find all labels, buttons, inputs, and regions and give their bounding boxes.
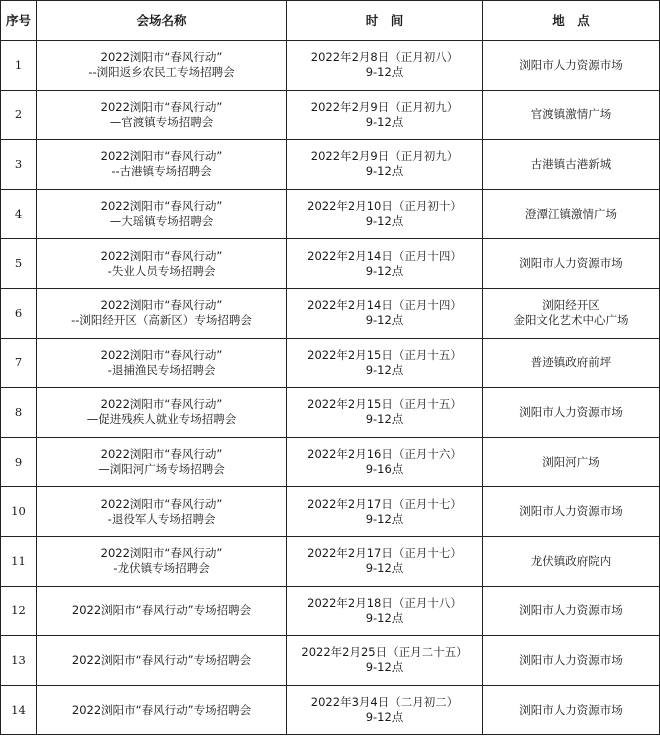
row-index: 4	[1, 189, 37, 239]
place-line: 浏阳市人力资源市场	[519, 404, 623, 419]
venue-cell	[37, 586, 287, 636]
place-line: 浏阳市人力资源市场	[519, 603, 623, 618]
venue-line: 2022浏阳市“春风行动”	[100, 50, 223, 65]
venue-line: —促进残疾人就业专场招聘会	[86, 412, 237, 427]
time-line: 9-16点	[365, 462, 404, 477]
venue-cell	[37, 338, 287, 388]
place-cell	[483, 338, 660, 388]
venue-line: —官渡镇专场招聘会	[109, 114, 214, 129]
time-line: 9-12点	[365, 214, 404, 229]
venue-line: -失业人员专场招聘会	[107, 263, 216, 278]
venue-cell	[37, 685, 287, 735]
table-row	[1, 189, 660, 239]
time-cell	[287, 189, 483, 239]
time-line: 2022年2月8日（正月初八）	[310, 50, 459, 65]
table-row	[1, 239, 660, 289]
venue-line: 2022浏阳市“春风行动”专场招聘会	[71, 652, 252, 667]
row-index: 3	[1, 140, 37, 190]
time-line: 9-12点	[365, 412, 404, 427]
venue-cell	[37, 536, 287, 586]
header-time: 时 间	[287, 1, 483, 41]
time-line: 2022年2月10日（正月初十）	[307, 199, 462, 214]
venue-line: —大瑶镇专场招聘会	[109, 214, 214, 229]
time-line: 9-12点	[365, 164, 404, 179]
time-line: 2022年2月9日（正月初九）	[310, 149, 459, 164]
venue-line: 2022浏阳市“春风行动”	[100, 99, 223, 114]
venue-cell	[37, 388, 287, 438]
place-line: 浏阳市人力资源市场	[519, 504, 623, 519]
header-place: 地 点	[483, 1, 660, 41]
place-line: 澄潭江镇激情广场	[525, 206, 617, 221]
venue-cell	[37, 140, 287, 190]
row-index: 1	[1, 41, 37, 91]
venue-cell	[37, 487, 287, 537]
place-cell	[483, 239, 660, 289]
time-line: 2022年2月14日（正月十四）	[307, 248, 462, 263]
place-cell	[483, 586, 660, 636]
venue-line: 2022浏阳市“春风行动”	[100, 199, 223, 214]
table-header	[1, 1, 660, 41]
table-row	[1, 288, 660, 338]
time-line: 9-12点	[365, 114, 404, 129]
place-cell	[483, 536, 660, 586]
venue-line: 2022浏阳市“春风行动”专场招聘会	[71, 702, 252, 717]
venue-cell	[37, 189, 287, 239]
time-line: 2022年2月17日（正月十七）	[307, 496, 462, 511]
venue-line: 2022浏阳市“春风行动”	[100, 447, 223, 462]
place-cell	[483, 388, 660, 438]
venue-line: --浏阳返乡农民工专场招聘会	[88, 65, 235, 80]
time-cell	[287, 288, 483, 338]
time-line: 2022年2月9日（正月初九）	[310, 99, 459, 114]
time-line: 9-12点	[365, 65, 404, 80]
table-row	[1, 536, 660, 586]
time-line: 2022年2月15日（正月十五）	[307, 397, 462, 412]
time-cell	[287, 636, 483, 686]
place-line: 浏阳市人力资源市场	[519, 57, 623, 72]
header-venue: 会场名称	[37, 1, 287, 41]
row-index: 6	[1, 288, 37, 338]
venue-line: 2022浏阳市“春风行动”	[100, 546, 223, 561]
table-row	[1, 41, 660, 91]
time-line: 2022年2月16日（正月十六）	[307, 447, 462, 462]
place-cell	[483, 288, 660, 338]
venue-line: 2022浏阳市“春风行动”	[100, 347, 223, 362]
venue-line: —浏阳河广场专场招聘会	[98, 462, 225, 477]
venue-line: 2022浏阳市“春风行动”	[100, 496, 223, 511]
time-line: 9-12点	[365, 561, 404, 576]
place-line: 浏阳经开区	[542, 298, 600, 313]
time-cell	[287, 487, 483, 537]
place-cell	[483, 636, 660, 686]
venue-line: --古港镇专场招聘会	[111, 164, 212, 179]
time-cell	[287, 90, 483, 140]
venue-cell	[37, 288, 287, 338]
table-row	[1, 636, 660, 686]
place-cell	[483, 90, 660, 140]
table-row	[1, 586, 660, 636]
time-line: 9-12点	[365, 263, 404, 278]
time-line: 9-12点	[365, 660, 404, 675]
time-cell	[287, 586, 483, 636]
venue-cell	[37, 41, 287, 91]
venue-cell	[37, 636, 287, 686]
row-index: 12	[1, 586, 37, 636]
venue-cell	[37, 239, 287, 289]
place-cell	[483, 41, 660, 91]
venue-line: -退役军人专场招聘会	[107, 511, 216, 526]
row-index: 8	[1, 388, 37, 438]
time-line: 2022年3月4日（二月初二）	[310, 695, 459, 710]
venue-line: 2022浏阳市“春风行动”	[100, 149, 223, 164]
time-cell	[287, 41, 483, 91]
row-index: 7	[1, 338, 37, 388]
time-line: 2022年2月25日（正月二十五）	[301, 645, 468, 660]
time-line: 2022年2月18日（正月十八）	[307, 595, 462, 610]
time-line: 9-12点	[365, 313, 404, 328]
venue-line: 2022浏阳市“春风行动”专场招聘会	[71, 603, 252, 618]
table-row	[1, 437, 660, 487]
row-index: 14	[1, 685, 37, 735]
venue-line: -退捕渔民专场招聘会	[107, 362, 216, 377]
venue-line: 2022浏阳市“春风行动”	[100, 248, 223, 263]
place-line: 官渡镇激情广场	[530, 107, 612, 122]
place-line: 浏阳河广场	[542, 454, 600, 469]
time-line: 2022年2月17日（正月十七）	[307, 546, 462, 561]
row-index: 10	[1, 487, 37, 537]
header-index: 序号	[1, 1, 37, 41]
time-line: 9-12点	[365, 610, 404, 625]
row-index: 5	[1, 239, 37, 289]
place-cell	[483, 487, 660, 537]
time-cell	[287, 685, 483, 735]
table-row	[1, 338, 660, 388]
row-index: 13	[1, 636, 37, 686]
place-line: 浏阳市人力资源市场	[519, 702, 623, 717]
place-line: 浏阳市人力资源市场	[519, 652, 623, 667]
place-line: 浏阳市人力资源市场	[519, 256, 623, 271]
time-line: 2022年2月14日（正月十四）	[307, 298, 462, 313]
table-row	[1, 90, 660, 140]
time-cell	[287, 388, 483, 438]
time-line: 9-12点	[365, 710, 404, 725]
table-row	[1, 487, 660, 537]
row-index: 2	[1, 90, 37, 140]
time-cell	[287, 536, 483, 586]
table-row	[1, 140, 660, 190]
place-cell	[483, 437, 660, 487]
place-cell	[483, 685, 660, 735]
venue-line: 2022浏阳市“春风行动”	[100, 397, 223, 412]
place-line: 金阳文化艺术中心广场	[513, 313, 629, 328]
venue-line: --浏阳经开区（高新区）专场招聘会	[71, 313, 252, 328]
venue-line: -龙伏镇专场招聘会	[113, 561, 210, 576]
place-line: 龙伏镇政府院内	[530, 553, 612, 568]
time-line: 2022年2月15日（正月十五）	[307, 347, 462, 362]
venue-cell	[37, 90, 287, 140]
place-cell	[483, 140, 660, 190]
time-line: 9-12点	[365, 362, 404, 377]
time-cell	[287, 239, 483, 289]
place-line: 古港镇古港新城	[530, 156, 612, 171]
time-cell	[287, 338, 483, 388]
table-body	[1, 41, 660, 735]
row-index: 9	[1, 437, 37, 487]
table-row	[1, 685, 660, 735]
time-cell	[287, 437, 483, 487]
venue-line: 2022浏阳市“春风行动”	[100, 298, 223, 313]
venue-cell	[37, 437, 287, 487]
table-row	[1, 388, 660, 438]
time-line: 9-12点	[365, 511, 404, 526]
time-cell	[287, 140, 483, 190]
row-index: 11	[1, 536, 37, 586]
place-line: 普迹镇政府前坪	[530, 355, 612, 370]
header-row	[1, 1, 660, 41]
place-cell	[483, 189, 660, 239]
